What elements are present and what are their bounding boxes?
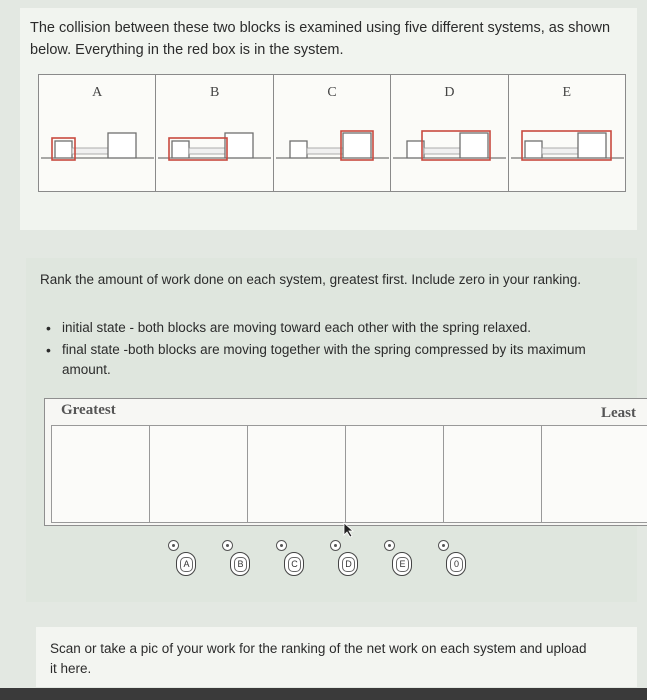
- ranking-slot-3[interactable]: [248, 426, 346, 522]
- system-d-diagram: [391, 127, 508, 167]
- systems-figure: [38, 74, 626, 192]
- bottom-edge: [0, 688, 647, 700]
- problem-panel: [20, 8, 637, 230]
- system-label-a: A: [92, 85, 103, 100]
- token-b[interactable]: [222, 540, 252, 580]
- system-d: [391, 75, 508, 191]
- token-b-label: B: [234, 557, 247, 572]
- pin-icon: [384, 540, 395, 551]
- ranking-slot-1[interactable]: [52, 426, 150, 522]
- ranking-slots: [51, 425, 647, 523]
- system-c: [274, 75, 391, 191]
- state-list: [46, 318, 586, 382]
- token-e[interactable]: [384, 540, 414, 580]
- token-d-label: D: [342, 557, 355, 572]
- pin-icon: [438, 540, 449, 551]
- upload-instructions: Scan or take a pic of your work for the ranking of the net work on each system and upload it here.: [50, 641, 587, 676]
- intro-text: The collision between these two blocks is examined using five different systems, as shown below. Everything in the red box is in the system.: [30, 20, 611, 58]
- system-b-diagram: [156, 127, 273, 167]
- system-label-e: E: [562, 85, 572, 100]
- ranking-panel: [26, 258, 637, 602]
- ranking-slot-6[interactable]: [542, 426, 647, 522]
- pin-icon: [276, 540, 287, 551]
- least-label: Least: [601, 405, 636, 421]
- system-label-b: B: [209, 85, 220, 100]
- system-e: [509, 75, 625, 191]
- list-item-initial-state: [46, 318, 586, 338]
- ranking-slot-2[interactable]: [150, 426, 248, 522]
- system-e-diagram: [509, 127, 626, 167]
- system-c-diagram: [274, 127, 391, 167]
- token-zero-label: 0: [450, 557, 463, 572]
- upload-panel: [36, 627, 637, 687]
- token-c[interactable]: [276, 540, 306, 580]
- bullet-icon: •: [46, 320, 51, 336]
- system-label-d: D: [444, 85, 455, 100]
- system-a: [39, 75, 156, 191]
- question-text: Rank the amount of work done on each system, greatest first. Include zero in your ranking.: [40, 272, 582, 287]
- bullet-icon: •: [46, 342, 51, 358]
- token-c-label: C: [288, 557, 301, 572]
- token-d[interactable]: [330, 540, 360, 580]
- draggable-tokens: [168, 540, 488, 580]
- pin-icon: [168, 540, 179, 551]
- system-a-diagram: [39, 127, 156, 167]
- token-zero[interactable]: [438, 540, 468, 580]
- ranking-area: [44, 398, 647, 526]
- initial-state-text: initial state - both blocks are moving toward each other with the spring relaxed.: [62, 320, 531, 335]
- system-b: [156, 75, 273, 191]
- token-a-label: A: [180, 557, 193, 572]
- token-e-label: E: [396, 557, 409, 572]
- system-label-c: C: [327, 85, 337, 100]
- greatest-label: Greatest: [61, 402, 116, 418]
- token-a[interactable]: [168, 540, 198, 580]
- final-state-text: final state -both blocks are moving together with the spring compressed by its maximum amount.: [62, 342, 586, 377]
- pin-icon: [330, 540, 341, 551]
- mouse-cursor-icon: [343, 522, 357, 538]
- ranking-slot-4[interactable]: [346, 426, 444, 522]
- list-item-final-state: [46, 340, 586, 380]
- ranking-slot-5[interactable]: [444, 426, 542, 522]
- pin-icon: [222, 540, 233, 551]
